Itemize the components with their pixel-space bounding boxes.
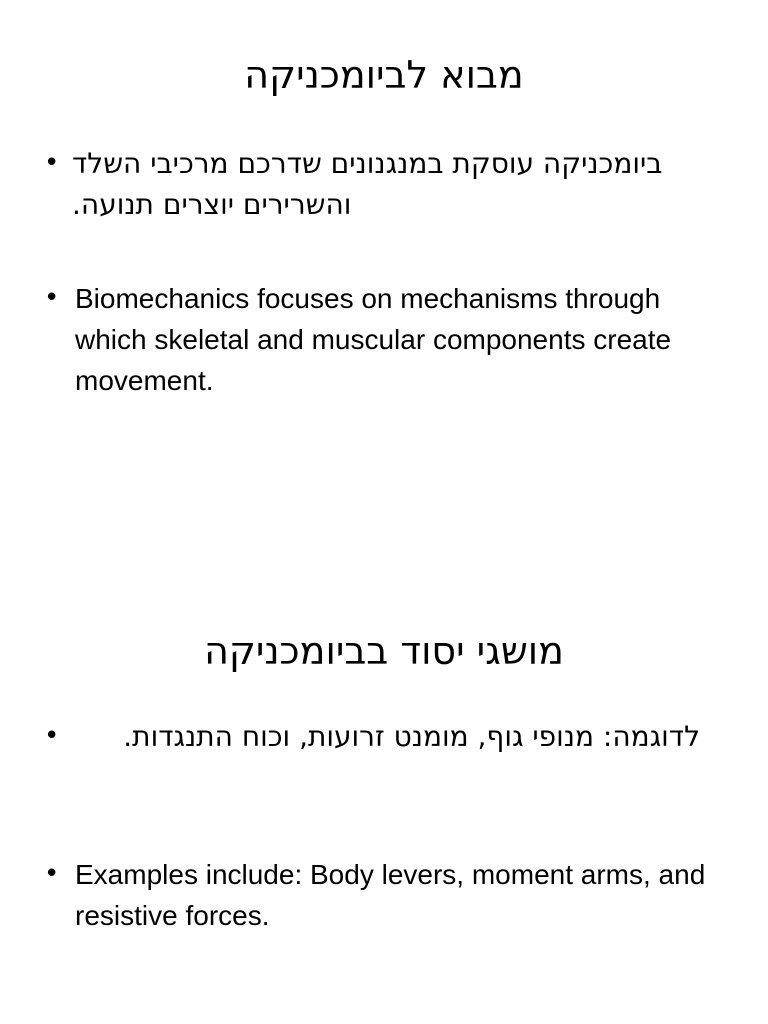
bullet-dot-icon: •	[44, 859, 60, 889]
bullet-dot-icon: •	[44, 283, 60, 313]
slide-title: מושגי יסוד בביומכניקה	[204, 629, 564, 673]
bullet-dot-icon: •	[44, 721, 60, 751]
bullet-text-hebrew: ביומכניקה עוסקת במנגנונים שדרכם מרכיבי השלד והשרירים יוצרים תנועה.	[72, 147, 663, 221]
bullet-text-hebrew: לדוגמה: מנופי גוף, מומנט זרועות, וכוח התנגדות.	[123, 720, 700, 753]
slide-2	[0, 576, 768, 1024]
bullet-text-english: Biomechanics focuses on mechanisms through which skeletal and muscular components create movement.	[75, 283, 672, 396]
bullet-dot-icon: •	[44, 148, 60, 178]
bullet-text-english: Examples include: Body levers, moment arms, and resistive forces.	[75, 859, 706, 931]
slide-title: מבוא לביומכניקה	[244, 53, 524, 97]
